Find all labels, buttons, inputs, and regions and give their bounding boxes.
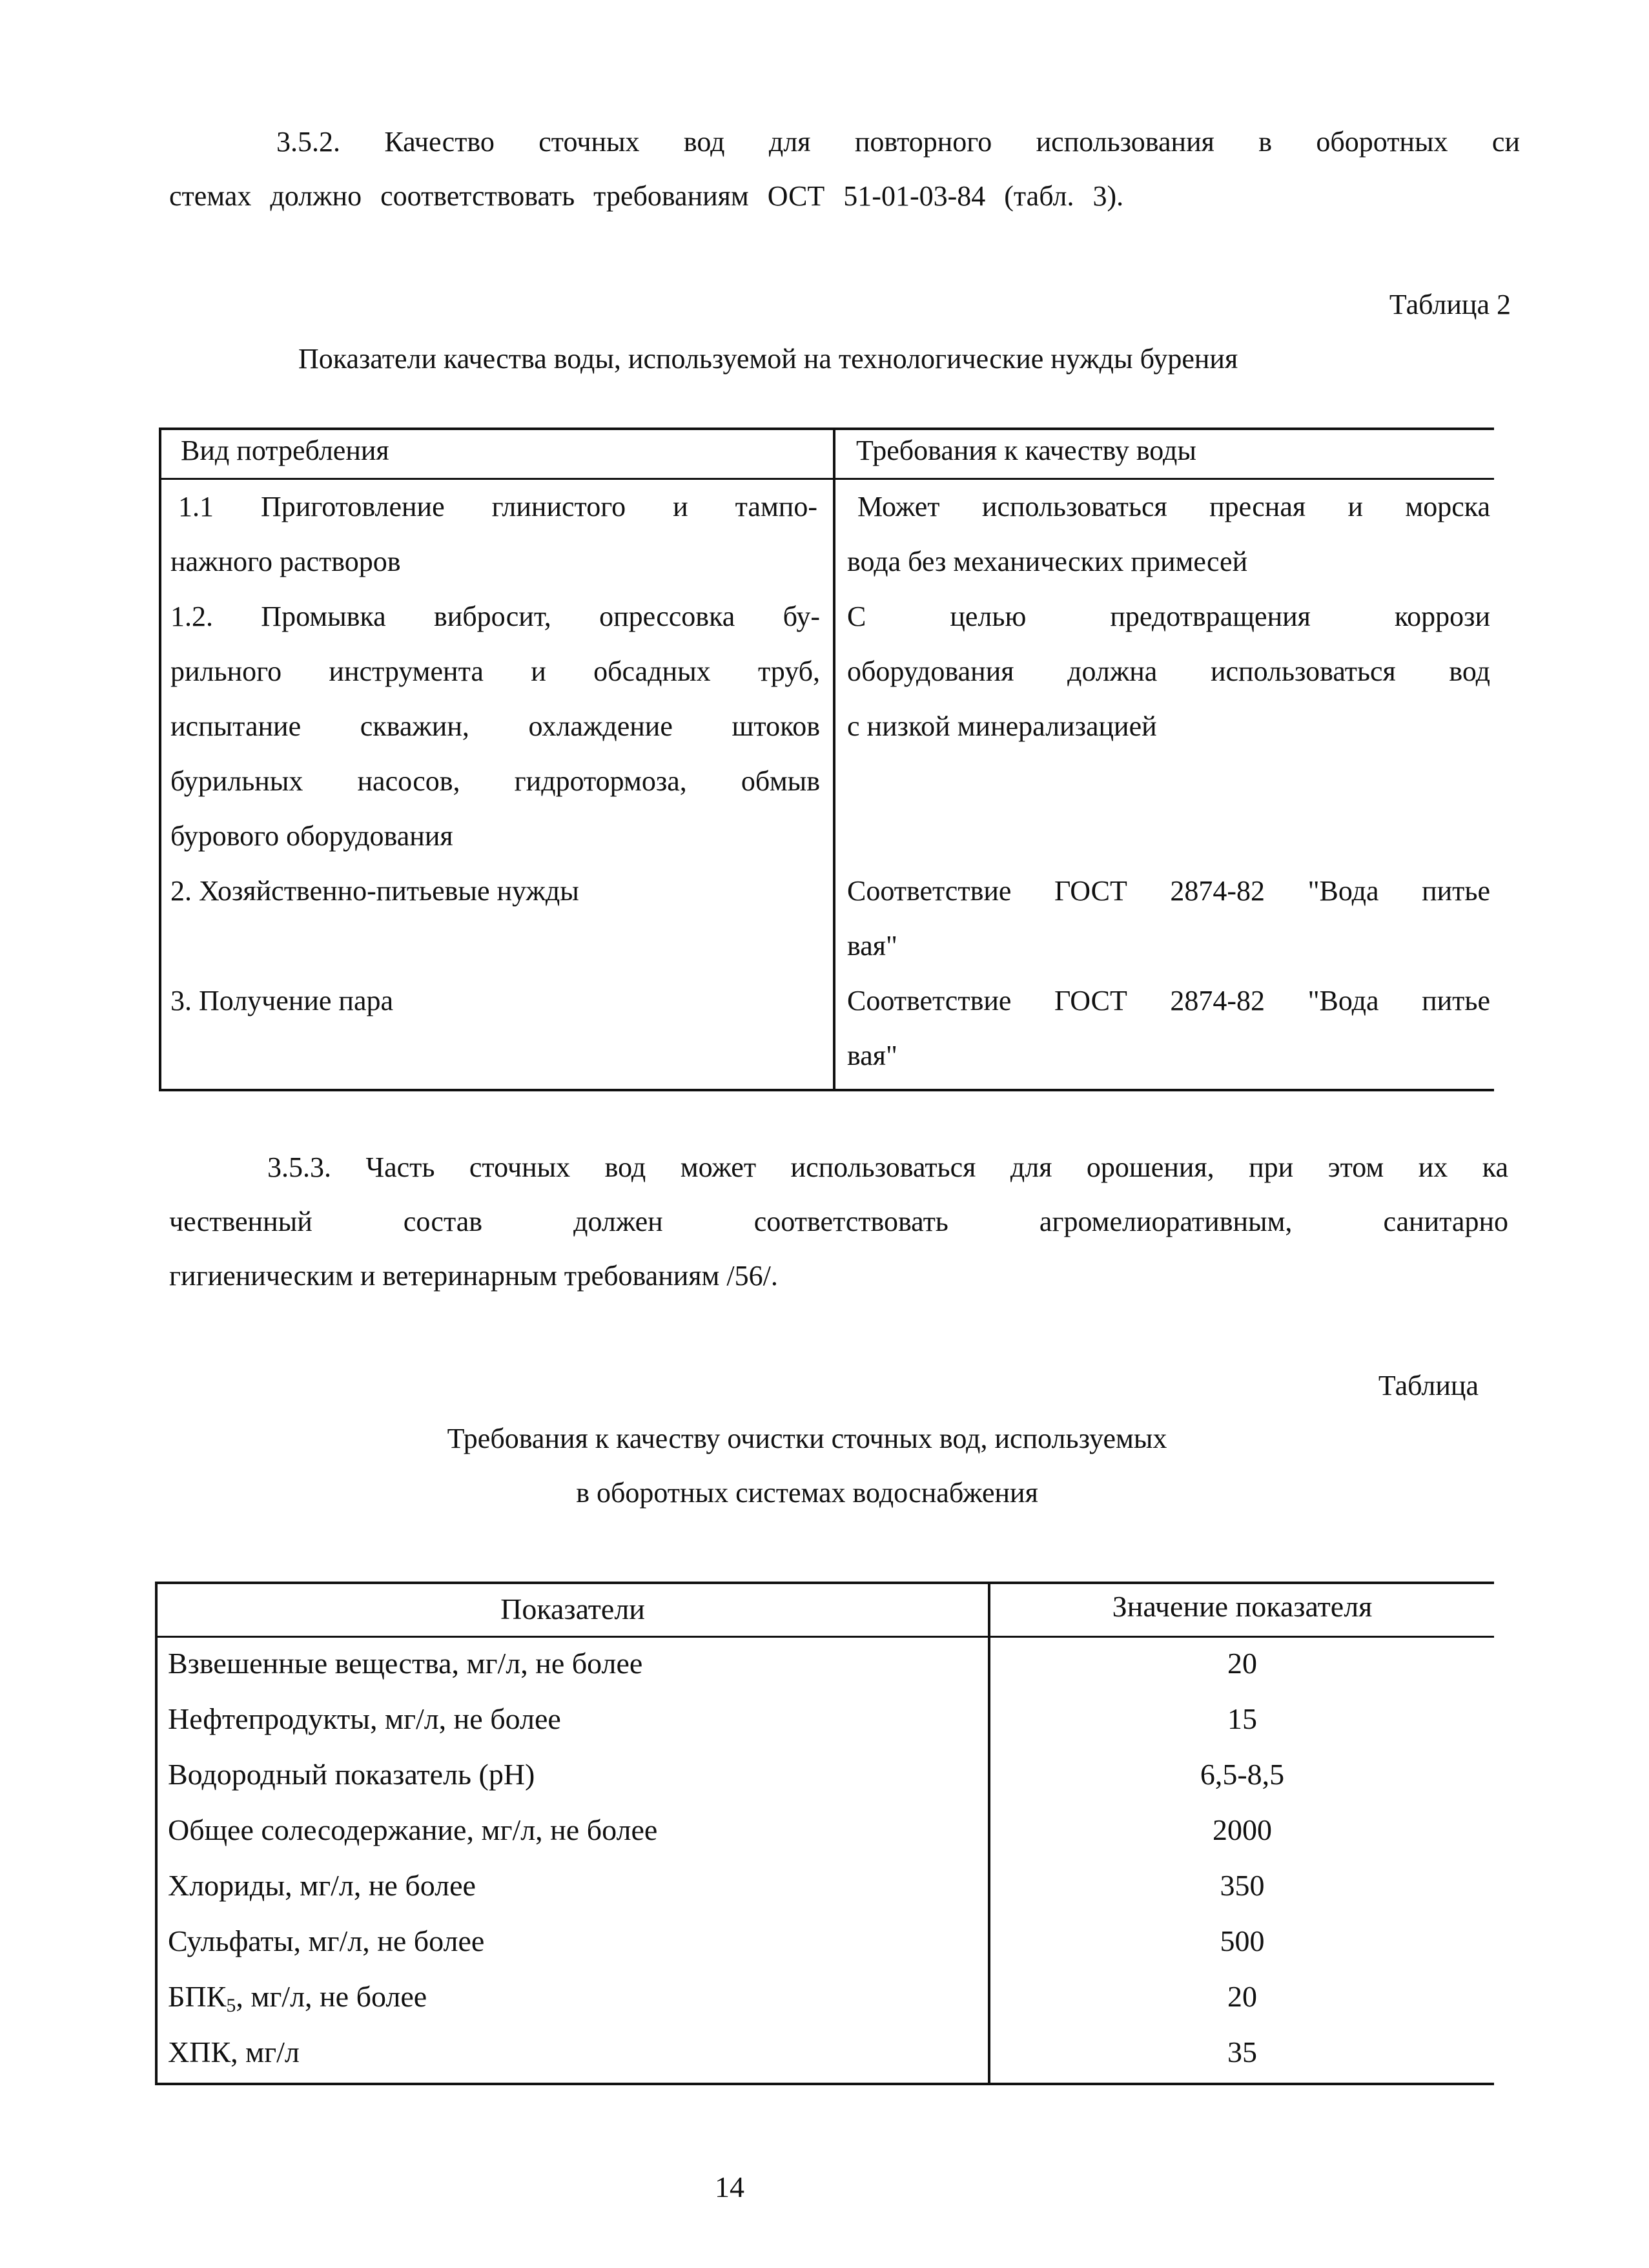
table1-left-line: 2. Хозяйственно-питьевые нужды bbox=[170, 875, 579, 907]
table-row-value: 500 bbox=[1220, 1924, 1265, 1957]
table-row-value: 35 bbox=[1227, 2036, 1257, 2068]
table2-label: Таблица bbox=[1378, 1370, 1479, 1401]
table-row-name: Общее солесодержание, мг/л, не более bbox=[168, 1813, 658, 1846]
wastewater-requirements-table bbox=[155, 1582, 1494, 2085]
table-row-name: Нефтепродукты, мг/л, не более bbox=[168, 1702, 561, 1735]
bpk-rest: , мг/л, не более bbox=[236, 1980, 427, 2013]
table-row-name: Сульфаты, мг/л, не более bbox=[168, 1924, 485, 1957]
table1-right-line: с низкой минерализацией bbox=[847, 710, 1157, 742]
table1-left-line: бурового оборудования bbox=[170, 820, 453, 852]
table1-title: Показатели качества воды, используемой на технологические нужды бурения bbox=[298, 343, 1238, 375]
table1-left-line: рильного инструмента и обсадных труб, bbox=[170, 655, 820, 687]
table2-title-line-2: в оборотных системах водоснабжения bbox=[576, 1477, 1038, 1509]
table1-right-line: Может использоваться пресная и морска bbox=[857, 491, 1490, 522]
table1-left-line: 1.1 Приготовление глинистого и тампо- bbox=[178, 491, 817, 522]
para-352-line-1: 3.5.2. Качество сточных вод для повторного использования в оборотных си bbox=[276, 126, 1520, 158]
water-usage-table bbox=[159, 428, 1494, 1091]
table-row-value: 20 bbox=[1227, 1647, 1257, 1680]
bpk-subscript: 5 bbox=[226, 1995, 236, 2016]
table-row-name: ХПК, мг/л bbox=[168, 2036, 300, 2068]
table-row-value: 350 bbox=[1220, 1869, 1265, 1902]
table1-header-requirements: Требования к качеству воды bbox=[856, 435, 1196, 466]
table-row-value: 6,5-8,5 bbox=[1200, 1758, 1285, 1791]
table2-header-indicators: Показатели bbox=[500, 1593, 645, 1625]
table1-left-line: бурильных насосов, гидротормоза, обмыв bbox=[170, 765, 820, 797]
table1-right-line: вая" bbox=[847, 930, 897, 962]
table2-title-line-1: Требования к качеству очистки сточных вод, используемых bbox=[447, 1423, 1167, 1454]
para-353-line-1: 3.5.3. Часть сточных вод может использоваться для орошения, при этом их ка bbox=[267, 1151, 1508, 1183]
table1-label: Таблица 2 bbox=[1389, 289, 1511, 320]
para-353-line-3: гигиеническим и ветеринарным требованиям /56/. bbox=[169, 1260, 778, 1292]
table1-left-line: 3. Получение пара bbox=[170, 985, 394, 1016]
table1-right-line: оборудования должна использоваться вод bbox=[847, 655, 1490, 687]
table1-left-line: испытание скважин, охлаждение штоков bbox=[170, 710, 820, 742]
table-row-value: 2000 bbox=[1213, 1813, 1272, 1846]
table-row-name: Водородный показатель (pH) bbox=[168, 1758, 535, 1791]
table-row-value: 15 bbox=[1227, 1702, 1257, 1735]
table-row-value: 20 bbox=[1227, 1980, 1257, 2013]
table1-right-line: Соответствие ГОСТ 2874-82 "Вода питье bbox=[847, 875, 1490, 907]
table2-header-value: Значение показателя bbox=[1112, 1590, 1373, 1623]
table1-left-line: 1.2. Промывка вибросит, опрессовка бу- bbox=[170, 601, 820, 632]
table1-right-line: вая" bbox=[847, 1040, 897, 1071]
table-row-name bbox=[168, 1969, 427, 2034]
table-row-name: Хлориды, мг/л, не более bbox=[168, 1869, 476, 1902]
table1-right-line: С целью предотвращения коррози bbox=[847, 601, 1490, 632]
table1-header-consumption: Вид потребления bbox=[181, 435, 389, 466]
bpk-label: БПК bbox=[168, 1980, 227, 2013]
page-number: 14 bbox=[715, 2170, 744, 2203]
para-353-line-2: чественный состав должен соответствовать агромелиоративным, санитарно bbox=[169, 1206, 1508, 1237]
table1-right-line: Соответствие ГОСТ 2874-82 "Вода питье bbox=[847, 985, 1490, 1016]
table-row-name: Взвешенные вещества, мг/л, не более bbox=[168, 1647, 643, 1680]
table1-left-line: нажного растворов bbox=[170, 546, 401, 577]
table1-right-line: вода без механических примесей bbox=[847, 546, 1248, 577]
para-352-line-2: стемах должно соответствовать требованиям ОСТ 51-01-03-84 (табл. 3). bbox=[169, 180, 1124, 212]
